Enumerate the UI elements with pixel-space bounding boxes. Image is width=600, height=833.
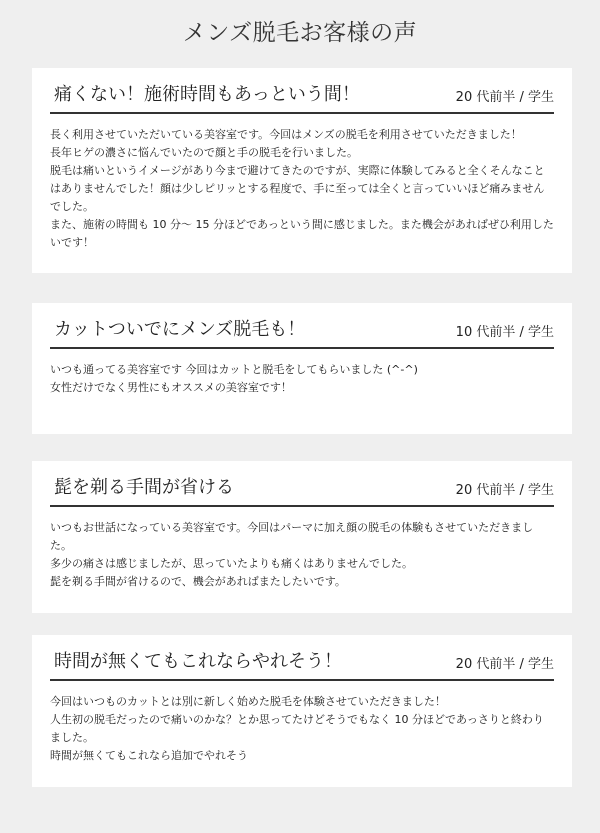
testimonial-author-meta: 10 代前半 / 学生 [455, 325, 554, 340]
testimonial-paragraph: 脱毛は痛いというイメージがあり今まで避けてきたのですが、実際に体験してみると全くそんなことはありませんでした！顔は少しピリッとする程度で、手に至っては全くと言っていいほど痛みませんでした。 [50, 164, 545, 213]
testimonial-body [50, 519, 554, 591]
testimonial-title: 髭を剃る手間が省ける [54, 477, 234, 498]
testimonial-paragraph: 今回はいつものカットとは別に新しく始めた脱毛を体験させていただきました！ [50, 695, 446, 708]
testimonial-title: 痛くない！施術時間もあっという間！ [54, 84, 360, 105]
testimonial-paragraph: 多少の痛さは感じましたが、思っていたよりも痛くはありませんでした。 [50, 557, 413, 570]
testimonial-paragraph: 人生初の脱毛だったので痛いのかな？とか思ってたけどそうでもなく 10 分ほどであっさりと終わりました。 [50, 713, 544, 744]
testimonial-author-meta: 20 代前半 / 学生 [455, 90, 554, 105]
testimonial-body [50, 693, 554, 765]
testimonial-paragraph: いつも通ってる美容室です 今回はカットと脱毛をしてもらいました (^-^) [50, 363, 418, 376]
testimonial-card [32, 68, 572, 273]
testimonial-paragraph: 髭を剃る手間が省けるので、機会があればまたしたいです。 [50, 575, 346, 588]
testimonial-title: 時間が無くてもこれならやれそう！ [54, 651, 342, 672]
testimonial-header [50, 647, 554, 681]
testimonial-author-meta: 20 代前半 / 学生 [455, 483, 554, 498]
testimonial-card [32, 303, 572, 434]
testimonial-paragraph: また、施術の時間も 10 分～ 15 分ほどであっという間に感じました。また機会があればぜひ利用したいです！ [50, 218, 554, 249]
testimonial-paragraph: 時間が無くてもこれなら追加でやれそう [50, 749, 248, 762]
page-title: メンズ脱毛お客様の声 [182, 20, 418, 46]
testimonial-paragraph: 長年ヒゲの濃さに悩んでいたので顔と手の脱毛を行いました。 [50, 146, 358, 159]
testimonial-card [32, 461, 572, 613]
testimonial-header [50, 315, 554, 349]
testimonial-paragraph: 長く利用させていただいている美容室です。今回はメンズの脱毛を利用させていただきました！ [50, 128, 522, 141]
testimonial-author-meta: 20 代前半 / 学生 [455, 657, 554, 672]
testimonial-header [50, 473, 554, 507]
testimonial-paragraph: 女性だけでなく男性にもオススメの美容室です！ [50, 381, 292, 394]
testimonial-title: カットついでにメンズ脱毛も！ [54, 319, 306, 340]
testimonial-body [50, 126, 554, 252]
testimonial-header [50, 80, 554, 114]
testimonial-body [50, 361, 554, 397]
testimonial-card [32, 635, 572, 787]
testimonial-paragraph: いつもお世話になっている美容室です。今回はパーマに加え顔の脱毛の体験もさせていただきました。 [50, 521, 534, 552]
